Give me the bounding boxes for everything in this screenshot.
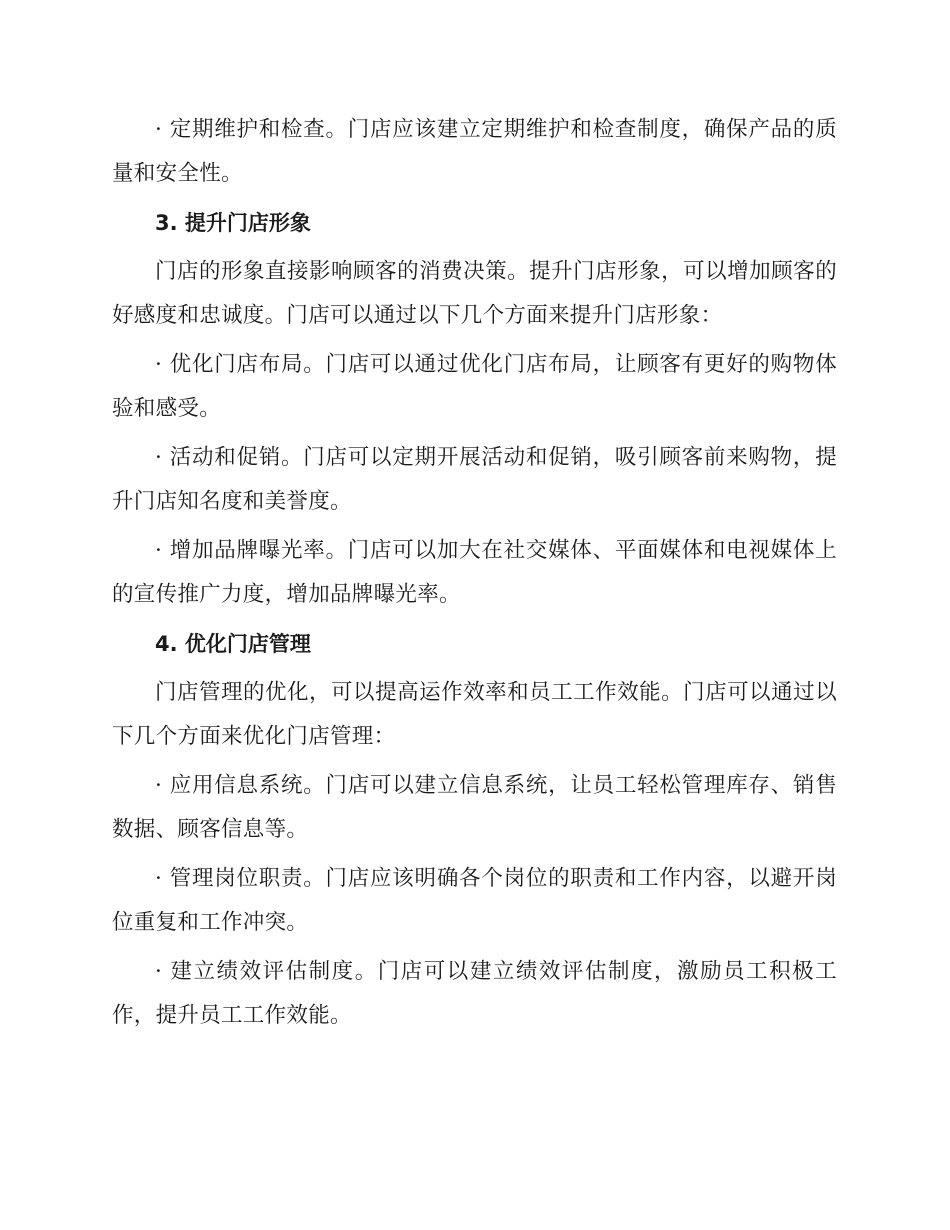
document-body <box>112 108 837 1043</box>
bullet-events-promotions: · 活动和促销。门店可以定期开展活动和促销，吸引顾客前来购物，提升门店知名度和美誉度。 <box>112 445 837 514</box>
bullet-brand-exposure: · 增加品牌曝光率。门店可以加大在社交媒体、平面媒体和电视媒体上的宣传推广力度，增加品牌曝光率。 <box>112 538 837 607</box>
section-heading-store-management: 4. 优化门店管理 <box>155 632 311 656</box>
paragraph-store-management-intro: 门店管理的优化，可以提高运作效率和员工工作效能。门店可以通过以下几个方面来优化门店管理： <box>112 680 837 749</box>
bullet-job-responsibilities: · 管理岗位职责。门店应该明确各个岗位的职责和工作内容，以避开岗位重复和工作冲突。 <box>112 866 837 935</box>
bullet-maintenance: · 定期维护和检查。门店应该建立定期维护和检查制度，确保产品的质量和安全性。 <box>112 117 837 186</box>
bullet-performance-evaluation: · 建立绩效评估制度。门店可以建立绩效评估制度，激励员工积极工作，提升员工工作效能。 <box>112 959 837 1028</box>
bullet-optimize-layout: · 优化门店布局。门店可以通过优化门店布局，让顾客有更好的购物体验和感受。 <box>112 352 837 421</box>
bullet-information-system: · 应用信息系统。门店可以建立信息系统，让员工轻松管理库存、销售数据、顾客信息等。 <box>112 773 837 842</box>
paragraph-store-image-intro: 门店的形象直接影响顾客的消费决策。提升门店形象，可以增加顾客的好感度和忠诚度。门店可以通过以下几个方面来提升门店形象： <box>112 259 837 328</box>
section-heading-store-image: 3. 提升门店形象 <box>155 211 311 235</box>
